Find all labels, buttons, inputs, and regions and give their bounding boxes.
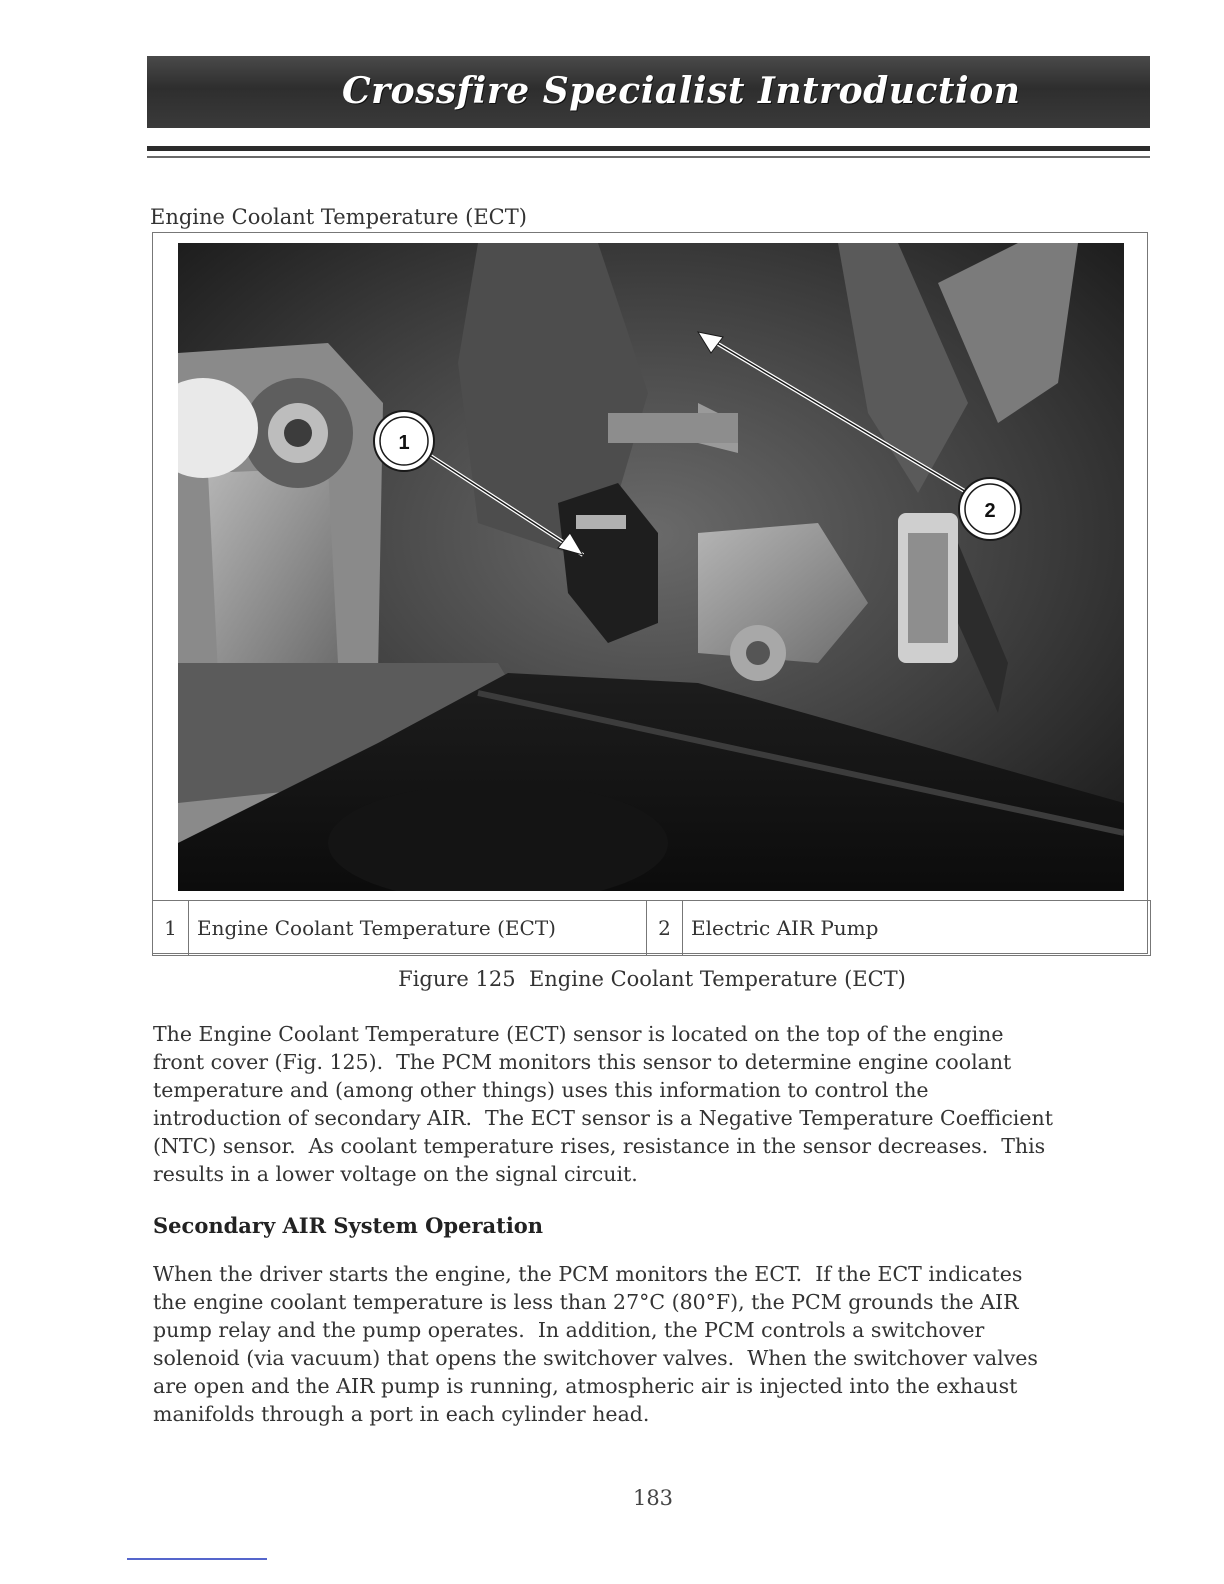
paragraph-line: (NTC) sensor. As coolant temperature rises, resistance in the sensor decreases. This [153, 1134, 1046, 1158]
callout-number-1: 1 [398, 432, 410, 454]
paragraph-line: results in a lower voltage on the signal circuit. [153, 1162, 638, 1186]
paragraph-line: The Engine Coolant Temperature (ECT) sensor is located on the top of the engine [153, 1022, 1004, 1046]
figure-legend-table [152, 900, 1151, 956]
section-heading: Engine Coolant Temperature (ECT) [150, 205, 527, 229]
header-rule-thin [147, 156, 1150, 158]
legend-num-1: 1 [153, 901, 189, 956]
bottom-underline-mark [127, 1558, 267, 1560]
header-rule-thick [147, 146, 1150, 151]
header-banner [147, 56, 1150, 128]
paragraph-line: pump relay and the pump operates. In addition, the PCM controls a switchover [153, 1318, 985, 1342]
paragraph-secondary-air [153, 1260, 1153, 1428]
legend-label-2: Electric AIR Pump [683, 901, 1151, 956]
legend-num-2: 2 [647, 901, 683, 956]
paragraph-line: solenoid (via vacuum) that opens the switchover valves. When the switchover valves [153, 1346, 1038, 1370]
legend-label-1: Engine Coolant Temperature (ECT) [189, 901, 647, 956]
paragraph-line: the engine coolant temperature is less than 27°C (80°F), the PCM grounds the AIR [153, 1290, 1019, 1314]
legend-row [153, 901, 1151, 956]
figure-caption: Figure 125 Engine Coolant Temperature (ECT) [398, 967, 906, 991]
paragraph-line: When the driver starts the engine, the PCM monitors the ECT. If the ECT indicates [153, 1262, 1023, 1286]
paragraph-line: introduction of secondary AIR. The ECT sensor is a Negative Temperature Coefficient [153, 1106, 1053, 1130]
page-header-title: Crossfire Specialist Introduction [342, 70, 1021, 112]
callout-number-2: 2 [984, 500, 996, 522]
paragraph-ect [153, 1020, 1153, 1188]
page-number: 183 [632, 1486, 674, 1510]
paragraph-line: front cover (Fig. 125). The PCM monitors this sensor to determine engine coolant [153, 1050, 1012, 1074]
subheading-secondary-air: Secondary AIR System Operation [153, 1213, 544, 1238]
paragraph-line: manifolds through a port in each cylinder head. [153, 1402, 650, 1426]
paragraph-line: temperature and (among other things) uses this information to control the [153, 1078, 929, 1102]
engine-photo [178, 243, 1124, 891]
paragraph-line: are open and the AIR pump is running, atmospheric air is injected into the exhaust [153, 1374, 1018, 1398]
